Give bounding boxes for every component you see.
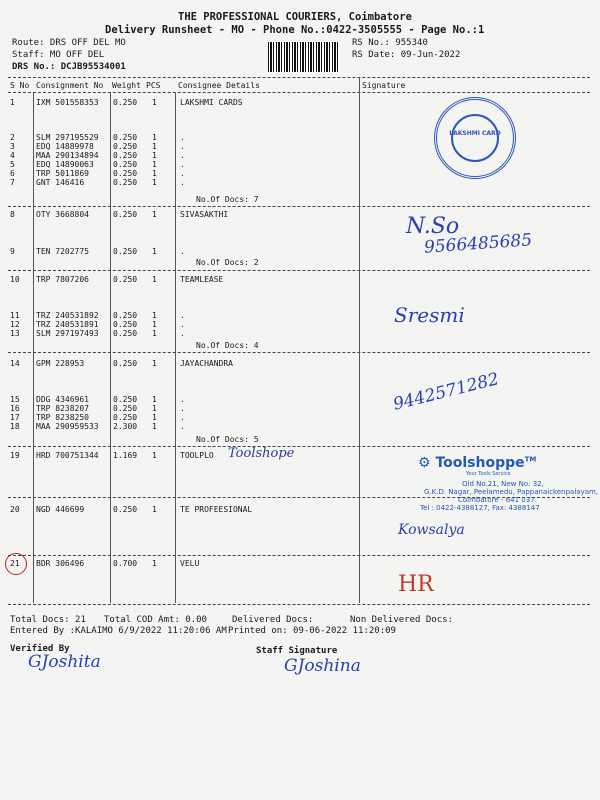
company-stamp: LAKSHMI CARD bbox=[434, 97, 516, 179]
row-sno: 2 bbox=[10, 133, 15, 142]
handwritten-phone: 9442571282 bbox=[391, 369, 501, 415]
row-sno: 7 bbox=[10, 178, 15, 187]
row-consignment-no: SLM 297195529 bbox=[36, 133, 99, 142]
row-sno: 16 bbox=[10, 404, 20, 413]
row-consignee: . bbox=[180, 178, 185, 187]
handwritten-phone: 9566485685 bbox=[423, 230, 533, 258]
row-consignment-no: TRZ 240531891 bbox=[36, 320, 99, 329]
row-sno: 6 bbox=[10, 169, 15, 178]
row-weight: 0.250 bbox=[113, 395, 138, 404]
col-divider bbox=[33, 93, 34, 603]
row-sno: 19 bbox=[10, 451, 20, 460]
row-weight: 0.250 bbox=[113, 178, 138, 187]
row-weight: 0.250 bbox=[113, 329, 138, 338]
row-sno: 20 bbox=[10, 505, 20, 514]
row-consignment-no: EDQ 14890063 bbox=[36, 160, 94, 169]
row-consignee: . bbox=[180, 160, 185, 169]
toolshoppe-address: Old No.21, New No: 32, G.K.D. Nagar, Peelamedu, Pappanaickenpalayam, Coimbatore - 641 037. Tel : 0422-4388127, Fax: 4388147 bbox=[420, 480, 599, 512]
row-pcs: 1 bbox=[152, 98, 157, 107]
row-pcs: 1 bbox=[152, 169, 157, 178]
col-divider bbox=[175, 93, 176, 603]
row-pcs: 1 bbox=[152, 133, 157, 142]
barcode bbox=[268, 42, 340, 72]
row-sno: 9 bbox=[10, 247, 15, 256]
header-rule-top bbox=[8, 77, 590, 78]
row-consignment-no: TRP 8238207 bbox=[36, 404, 89, 413]
row-weight: 1.169 bbox=[113, 451, 138, 460]
row-sno: 17 bbox=[10, 413, 20, 422]
row-pcs: 1 bbox=[152, 160, 157, 169]
col-sno: S No bbox=[10, 81, 30, 90]
row-pcs: 1 bbox=[152, 247, 157, 256]
total-docs: Total Docs: 21 bbox=[10, 615, 86, 625]
row-weight: 0.250 bbox=[113, 275, 138, 284]
row-consignee: . bbox=[180, 142, 185, 151]
row-consignee: . bbox=[180, 169, 185, 178]
header-rule-bottom bbox=[8, 92, 590, 93]
col-pcs: PCS bbox=[146, 81, 161, 90]
row-pcs: 1 bbox=[152, 311, 157, 320]
row-pcs: 1 bbox=[152, 404, 157, 413]
row-pcs: 1 bbox=[152, 395, 157, 404]
handwritten-note: Toolshope bbox=[228, 446, 295, 461]
row-weight: 0.250 bbox=[113, 320, 138, 329]
col-divider bbox=[110, 93, 111, 603]
group-separator bbox=[8, 555, 590, 556]
docs-count: No.Of Docs: 5 bbox=[196, 435, 259, 444]
row-consignment-no: EDQ 14889978 bbox=[36, 142, 94, 151]
row-consignee: TE PROFEESIONAL bbox=[180, 505, 253, 514]
row-consignee: LAKSHMI CARDS bbox=[180, 98, 243, 107]
row-consignment-no: TRP 5011869 bbox=[36, 169, 89, 178]
row-pcs: 1 bbox=[152, 210, 157, 219]
row-pcs: 1 bbox=[152, 178, 157, 187]
row-consignee: . bbox=[180, 329, 185, 338]
row-consignee: VELU bbox=[180, 559, 200, 568]
row-consignee: . bbox=[180, 133, 185, 142]
row-consignment-no: HRD 700751344 bbox=[36, 451, 99, 460]
row-pcs: 1 bbox=[152, 413, 157, 422]
col-divider bbox=[359, 77, 360, 603]
row-weight: 0.250 bbox=[113, 210, 138, 219]
row-consignment-no: GNT 146416 bbox=[36, 178, 85, 187]
docs-count: No.Of Docs: 2 bbox=[196, 258, 259, 267]
row-weight: 0.250 bbox=[113, 160, 138, 169]
rs-date: RS Date: 09-Jun-2022 bbox=[352, 50, 461, 60]
docs-count: No.Of Docs: 4 bbox=[196, 341, 259, 350]
row-weight: 0.250 bbox=[113, 151, 138, 160]
route-label: Route: DRS OFF DEL MO bbox=[12, 38, 126, 48]
row-consignment-no: MAA 290959533 bbox=[36, 422, 99, 431]
handwritten-signature: Sresmi bbox=[394, 303, 465, 327]
col-consignment: Consignment No bbox=[36, 81, 104, 90]
total-cod: Total COD Amt: 0.00 bbox=[104, 615, 207, 625]
row-pcs: 1 bbox=[152, 505, 157, 514]
row-consignee: SIVASAKTHI bbox=[180, 210, 229, 219]
row-pcs: 1 bbox=[152, 275, 157, 284]
row-sno: 4 bbox=[10, 151, 15, 160]
verifier-signature: GJoshita bbox=[28, 652, 101, 672]
row-consignment-no: IXM 501558353 bbox=[36, 98, 99, 107]
row-sno: 8 bbox=[10, 210, 15, 219]
row-consignment-no: GPM 228953 bbox=[36, 359, 85, 368]
row-sno: 13 bbox=[10, 329, 20, 338]
verified-by-label: Verified By bbox=[10, 644, 70, 654]
non-delivered-docs: Non Delivered Docs: bbox=[350, 615, 453, 625]
staff-signature: GJoshina bbox=[284, 656, 361, 676]
docs-count: No.Of Docs: 7 bbox=[196, 195, 259, 204]
row-pcs: 1 bbox=[152, 359, 157, 368]
handwritten-signature: Kowsalya bbox=[398, 522, 465, 538]
row-weight: 0.700 bbox=[113, 559, 138, 568]
row-sno: 10 bbox=[10, 275, 20, 284]
row-consignment-no: TRP 7807206 bbox=[36, 275, 89, 284]
row-consignment-no: MAA 290134894 bbox=[36, 151, 99, 160]
drs-number: DRS No.: DCJB95534001 bbox=[12, 62, 126, 72]
delivered-docs: Delivered Docs: bbox=[232, 615, 314, 625]
row-pcs: 1 bbox=[152, 422, 157, 431]
row-sno: 15 bbox=[10, 395, 20, 404]
group-separator bbox=[8, 206, 590, 207]
row-consignee: . bbox=[180, 395, 185, 404]
row-consignment-no: TRZ 240531892 bbox=[36, 311, 99, 320]
row-consignment-no: NGD 446699 bbox=[36, 505, 85, 514]
row-consignee: . bbox=[180, 151, 185, 160]
row-weight: 0.250 bbox=[113, 133, 138, 142]
row-weight: 0.250 bbox=[113, 98, 138, 107]
row-pcs: 1 bbox=[152, 142, 157, 151]
row-sno: 5 bbox=[10, 160, 15, 169]
gear-icon: ⚙ bbox=[418, 455, 431, 471]
col-consignee: Consignee Details bbox=[178, 81, 260, 90]
row-weight: 0.250 bbox=[113, 404, 138, 413]
staff-signature-label: Staff Signature bbox=[256, 646, 338, 656]
highlight-circle bbox=[5, 553, 27, 575]
row-weight: 2.300 bbox=[113, 422, 138, 431]
report-subtitle: Delivery Runsheet - MO - Phone No.:0422-3505555 - Page No.:1 bbox=[105, 24, 485, 36]
row-consignee: . bbox=[180, 247, 185, 256]
row-consignee: JAYACHANDRA bbox=[180, 359, 233, 368]
row-weight: 0.250 bbox=[113, 311, 138, 320]
row-sno: 11 bbox=[10, 311, 20, 320]
row-consignee: . bbox=[180, 320, 185, 329]
row-pcs: 1 bbox=[152, 559, 157, 568]
row-weight: 0.250 bbox=[113, 247, 138, 256]
row-consignment-no: BDR 306496 bbox=[36, 559, 85, 568]
row-consignment-no: TEN 7202775 bbox=[36, 247, 89, 256]
row-consignee: . bbox=[180, 422, 185, 431]
row-consignee: TEAMLEASE bbox=[180, 275, 224, 284]
row-consignment-no: DDG 4346961 bbox=[36, 395, 89, 404]
row-sno: 21 bbox=[10, 559, 20, 568]
row-weight: 0.250 bbox=[113, 413, 138, 422]
row-sno: 3 bbox=[10, 142, 15, 151]
group-separator bbox=[8, 270, 590, 271]
row-consignee: . bbox=[180, 413, 185, 422]
row-consignee: TOOLPLO bbox=[180, 451, 214, 460]
rs-number: RS No.: 955340 bbox=[352, 38, 428, 48]
row-consignment-no: SLM 297197493 bbox=[36, 329, 99, 338]
row-weight: 0.250 bbox=[113, 359, 138, 368]
entered-by: Entered By :KALAIMO 6/9/2022 11:20:06 AM bbox=[10, 626, 227, 636]
row-pcs: 1 bbox=[152, 451, 157, 460]
row-pcs: 1 bbox=[152, 320, 157, 329]
row-pcs: 1 bbox=[152, 151, 157, 160]
row-consignee: . bbox=[180, 311, 185, 320]
staff-label: Staff: MO OFF DEL bbox=[12, 50, 105, 60]
handwritten-signature: N.So bbox=[406, 214, 460, 239]
col-signature: Signature bbox=[362, 81, 406, 90]
row-sno: 1 bbox=[10, 98, 15, 107]
row-sno: 12 bbox=[10, 320, 20, 329]
row-sno: 14 bbox=[10, 359, 20, 368]
row-weight: 0.250 bbox=[113, 169, 138, 178]
group-separator bbox=[8, 352, 590, 353]
row-consignment-no: TRP 8238250 bbox=[36, 413, 89, 422]
row-consignee: . bbox=[180, 404, 185, 413]
group-separator bbox=[8, 446, 590, 447]
row-weight: 0.250 bbox=[113, 505, 138, 514]
row-pcs: 1 bbox=[152, 329, 157, 338]
printed-on: Printed on: 09-06-2022 11:20:09 bbox=[228, 626, 396, 636]
row-weight: 0.250 bbox=[113, 142, 138, 151]
row-consignment-no: OTY 3668804 bbox=[36, 210, 89, 219]
toolshoppe-stamp: ⚙ Toolshoppe™ Your Tools Service bbox=[418, 455, 537, 477]
handwritten-initials: HR bbox=[398, 572, 434, 597]
report-title: THE PROFESSIONAL COURIERS, Coimbatore bbox=[178, 11, 412, 23]
row-sno: 18 bbox=[10, 422, 20, 431]
col-weight: Weight bbox=[112, 81, 141, 90]
table-end-rule bbox=[8, 604, 590, 605]
